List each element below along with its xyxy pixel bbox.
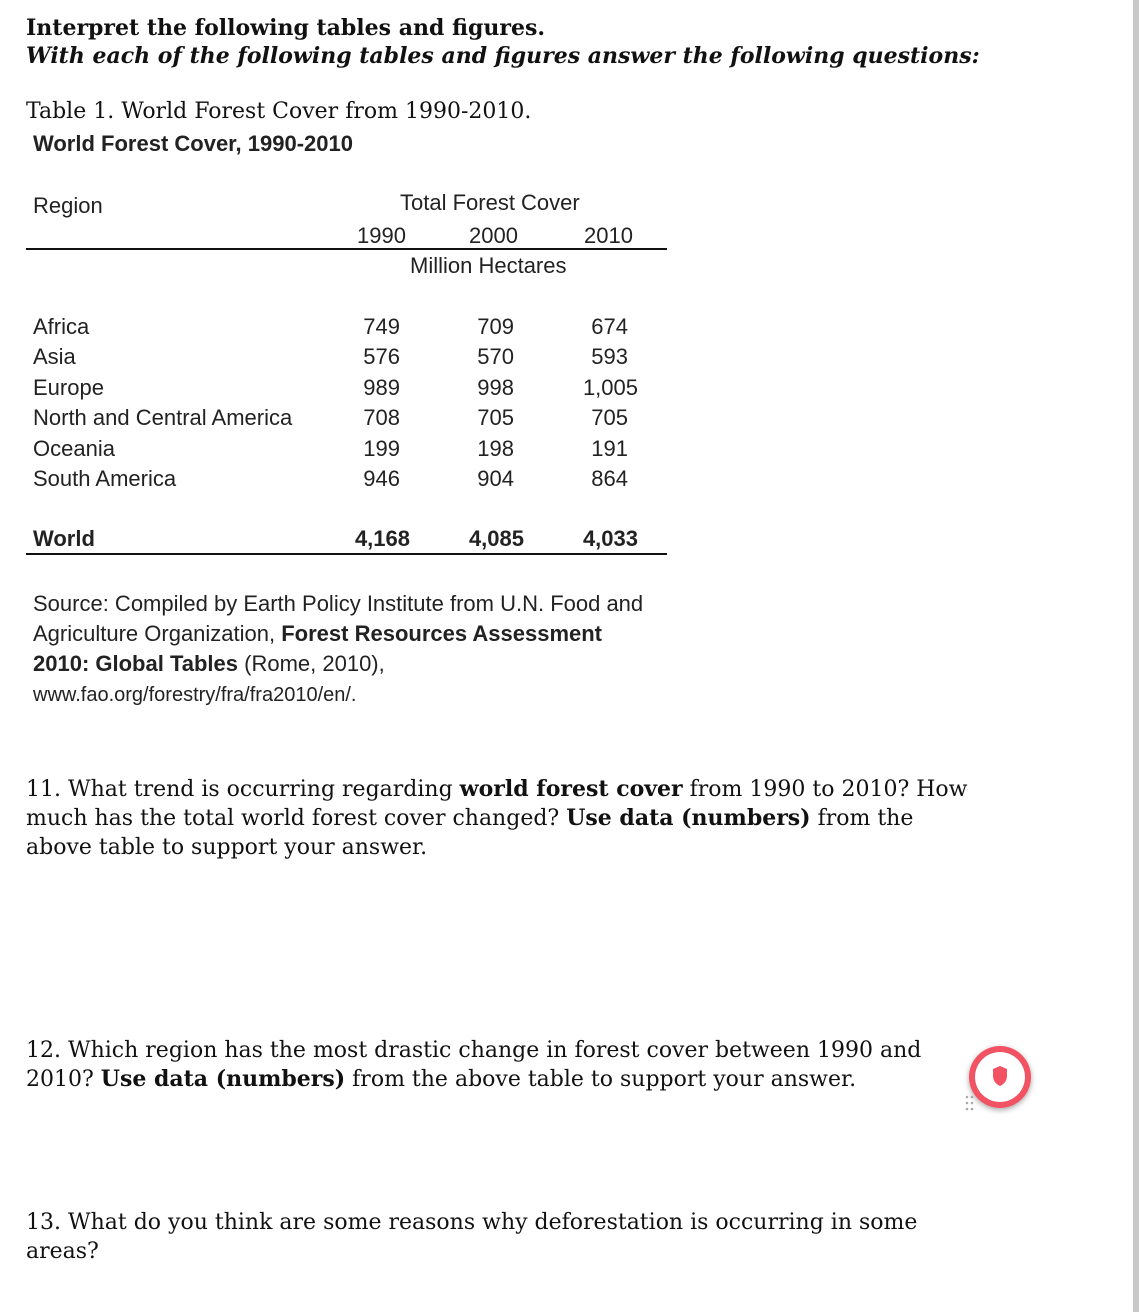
question-12-text-2: from the above table to support your answer. <box>345 1067 857 1092</box>
cell-world-1990: 4,168 <box>354 526 410 551</box>
year-header-2000: 2000 <box>469 223 518 248</box>
cell-oceania-1990: 199 <box>363 436 400 461</box>
question-11-text-1: What trend is occurring regarding <box>61 777 460 802</box>
cell-asia-2010: 593 <box>591 344 628 369</box>
instructions <box>26 14 980 70</box>
cell-oceania-2000: 198 <box>477 436 514 461</box>
row-region-africa: Africa <box>33 314 90 339</box>
cell-sa-2000: 904 <box>477 466 514 491</box>
source-url: www.fao.org/forestry/fra/fra2010/en/. <box>33 684 357 706</box>
header-rule <box>26 248 667 250</box>
table-source <box>33 589 663 710</box>
cell-nca-2000: 705 <box>477 405 514 430</box>
unit-label: Million Hectares <box>410 253 567 278</box>
cell-asia-1990: 576 <box>363 344 400 369</box>
total-rule <box>26 553 667 555</box>
question-11-bold-2: Use data (numbers) <box>566 805 811 831</box>
row-region-north-central-america: North and Central America <box>33 405 293 430</box>
cell-world-2010: 4,033 <box>582 526 638 551</box>
cell-sa-1990: 946 <box>363 466 400 491</box>
cell-nca-1990: 708 <box>363 405 400 430</box>
source-text-1: Source: Compiled by Earth Policy Institute from U.N. Food and Agriculture Organization, <box>33 591 644 646</box>
forest-cover-table <box>26 128 676 718</box>
question-13-number: 13. <box>26 1210 61 1235</box>
cell-sa-2010: 864 <box>591 466 628 491</box>
source-text-2: (Rome, 2010), <box>238 651 385 676</box>
table-caption: Table 1. World Forest Cover from 1990-2010. <box>26 99 532 124</box>
floating-privacy-button[interactable] <box>969 1046 1031 1108</box>
instructions-line-2: With each of the following tables and figures answer the following questions: <box>26 43 980 69</box>
row-region-world: World <box>33 526 95 551</box>
question-12-number: 12. <box>26 1038 61 1063</box>
page-edge-shadow <box>1133 0 1139 1312</box>
question-11-bold-1: world forest cover <box>459 776 683 802</box>
question-12-bold-1: Use data (numbers) <box>100 1066 346 1092</box>
cell-nca-2010: 705 <box>591 405 628 430</box>
question-11-number: 11. <box>26 777 61 802</box>
question-12-text-1: Which region has the most drastic change in forest cover between 1990 and 2010? <box>26 1038 922 1092</box>
table-title: World Forest Cover, 1990-2010 <box>33 131 353 156</box>
drag-handle-icon[interactable] <box>965 1094 975 1112</box>
cell-africa-2010: 674 <box>591 314 628 339</box>
cell-asia-2000: 570 <box>477 344 514 369</box>
cell-europe-2000: 998 <box>477 375 514 400</box>
group-header: Total Forest Cover <box>400 190 580 215</box>
cell-oceania-2010: 191 <box>591 436 628 461</box>
cell-africa-2000: 709 <box>477 314 514 339</box>
region-header: Region <box>33 193 103 218</box>
shield-icon <box>982 1058 1018 1094</box>
cell-europe-1990: 989 <box>363 375 400 400</box>
question-12 <box>26 1036 976 1094</box>
question-13-text-1: What do you think are some reasons why deforestation is occurring in some areas? <box>26 1210 918 1264</box>
question-11-text-3: from the above table to support your answer. <box>26 806 914 860</box>
source-title: Forest Resources Assessment 2010: Global Tables <box>33 621 603 676</box>
cell-world-2000: 4,085 <box>468 526 524 551</box>
row-region-south-america: South America <box>33 466 177 491</box>
cell-europe-2010: 1,005 <box>582 375 638 400</box>
row-region-asia: Asia <box>33 344 76 369</box>
question-11 <box>26 775 976 862</box>
row-region-oceania: Oceania <box>33 436 115 461</box>
year-header-1990: 1990 <box>357 223 406 248</box>
row-region-europe: Europe <box>33 375 104 400</box>
cell-africa-1990: 749 <box>363 314 400 339</box>
year-header-2010: 2010 <box>584 223 633 248</box>
instructions-line-1: Interpret the following tables and figures. <box>26 15 545 41</box>
question-11-text-2: from 1990 to 2010? How much has the total world forest cover changed? <box>26 777 968 831</box>
question-13 <box>26 1208 976 1266</box>
